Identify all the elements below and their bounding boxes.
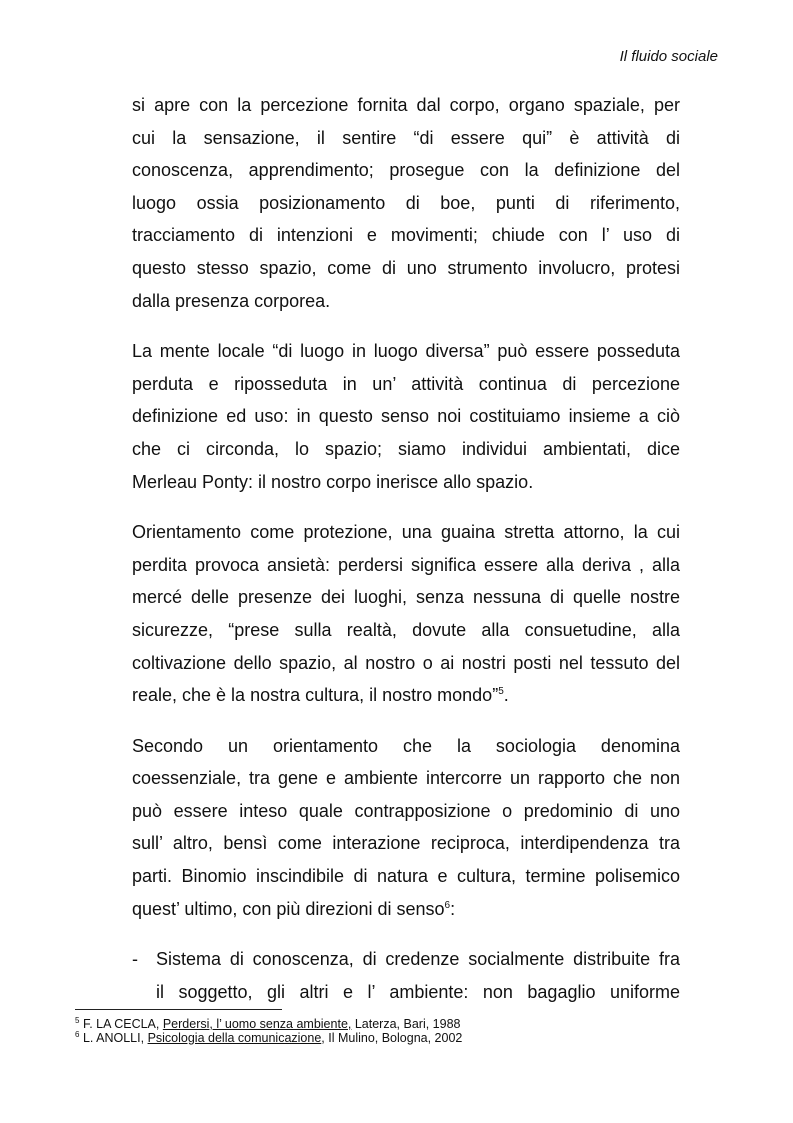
footnote-publisher: , Il Mulino, Bologna, 2002 bbox=[321, 1031, 463, 1045]
text-line: questo stesso spazio, come di uno strumento involucro, protesi bbox=[132, 257, 680, 278]
text-line: coessenziale, tra gene e ambiente intercorre un rapporto che non bbox=[132, 768, 680, 789]
text-punct: : bbox=[450, 898, 456, 919]
footnote-5 bbox=[75, 1017, 715, 1031]
text-line: luogo ossia posizionamento di boe, punti di riferimento, bbox=[132, 192, 680, 213]
text-line: mercé delle presenze dei luoghi, senza nessuna di quelle nostre bbox=[132, 587, 680, 608]
paragraph-1 bbox=[132, 89, 680, 317]
text-line: La mente locale “di luogo in luogo diversa” può essere posseduta bbox=[132, 341, 680, 362]
footnote-6 bbox=[75, 1031, 715, 1045]
footnote-publisher: Laterza, Bari, 1988 bbox=[351, 1017, 461, 1031]
footnote-ref-6: 6 bbox=[444, 899, 451, 911]
text-line: che ci circonda, lo spazio; siamo individui ambientati, dice bbox=[132, 438, 680, 459]
body-text bbox=[132, 89, 680, 1008]
text-line: coltivazione dello spazio, al nostro o ai nostri posti nel tessuto del bbox=[132, 652, 680, 673]
text-line: il soggetto, gli altri e l’ ambiente: non bagaglio uniforme bbox=[156, 981, 680, 1002]
text-line: parti. Binomio inscindibile di natura e cultura, termine polisemico bbox=[132, 866, 680, 887]
footnote-title: Perdersi, l’ uomo senza ambiente, bbox=[162, 1017, 352, 1031]
footnote-number: 6 bbox=[75, 1030, 80, 1039]
footnote-number: 5 bbox=[75, 1016, 80, 1025]
text-punct: . bbox=[503, 685, 509, 706]
text-line: Orientamento come protezione, una guaina stretta attorno, la cui bbox=[132, 522, 680, 543]
text-line: si apre con la percezione fornita dal corpo, organo spaziale, per bbox=[132, 95, 680, 115]
footnote-ref-5: 5 bbox=[498, 686, 504, 698]
text-line: può essere inteso quale contrapposizione o predominio di uno bbox=[132, 800, 680, 821]
bullet-item bbox=[132, 943, 680, 1008]
running-header: Il fluido sociale bbox=[619, 48, 718, 65]
text-line: sicurezze, “prese sulla realtà, dovute alla consuetudine, alla bbox=[132, 619, 680, 640]
footnote-author: L. ANOLLI, bbox=[82, 1031, 148, 1045]
text-line: conoscenza, apprendimento; prosegue con la definizione del bbox=[132, 160, 680, 181]
text-line-last: reale, che è la nostra cultura, il nostro mondo” bbox=[132, 685, 499, 706]
text-line: Sistema di conoscenza, di credenze socialmente distribuite fra bbox=[156, 949, 680, 970]
paragraph-3 bbox=[132, 516, 680, 712]
text-line: Secondo un orientamento che la sociologia denomina bbox=[132, 735, 680, 756]
footnotes bbox=[75, 1017, 715, 1045]
text-line-last: quest’ ultimo, con più direzioni di senso bbox=[132, 898, 445, 919]
footnote-title: Psicologia della comunicazione bbox=[147, 1031, 322, 1045]
text-line: sull’ altro, bensì come interazione reciproca, interdipendenza tra bbox=[132, 833, 680, 854]
paragraph-4 bbox=[132, 730, 680, 926]
text-line: perdita provoca ansietà: perdersi significa essere alla deriva , alla bbox=[132, 554, 680, 575]
paragraph-2 bbox=[132, 335, 680, 498]
footnote-divider bbox=[75, 1009, 282, 1010]
text-line-last: Merleau Ponty: il nostro corpo inerisce allo spazio. bbox=[132, 471, 534, 492]
bullet-dash: - bbox=[132, 949, 138, 970]
text-line: definizione ed uso: in questo senso noi costituiamo insieme a ciò bbox=[132, 406, 680, 427]
footnote-author: F. LA CECLA, bbox=[82, 1017, 163, 1031]
text-line-last: dalla presenza corporea. bbox=[132, 290, 331, 311]
text-line: cui la sensazione, il sentire “di essere qui” è attività di bbox=[132, 127, 680, 148]
text-line: perduta e riposseduta in un’ attività continua di percezione bbox=[132, 373, 680, 394]
text-line: tracciamento di intenzioni e movimenti; chiude con l’ uso di bbox=[132, 225, 680, 246]
